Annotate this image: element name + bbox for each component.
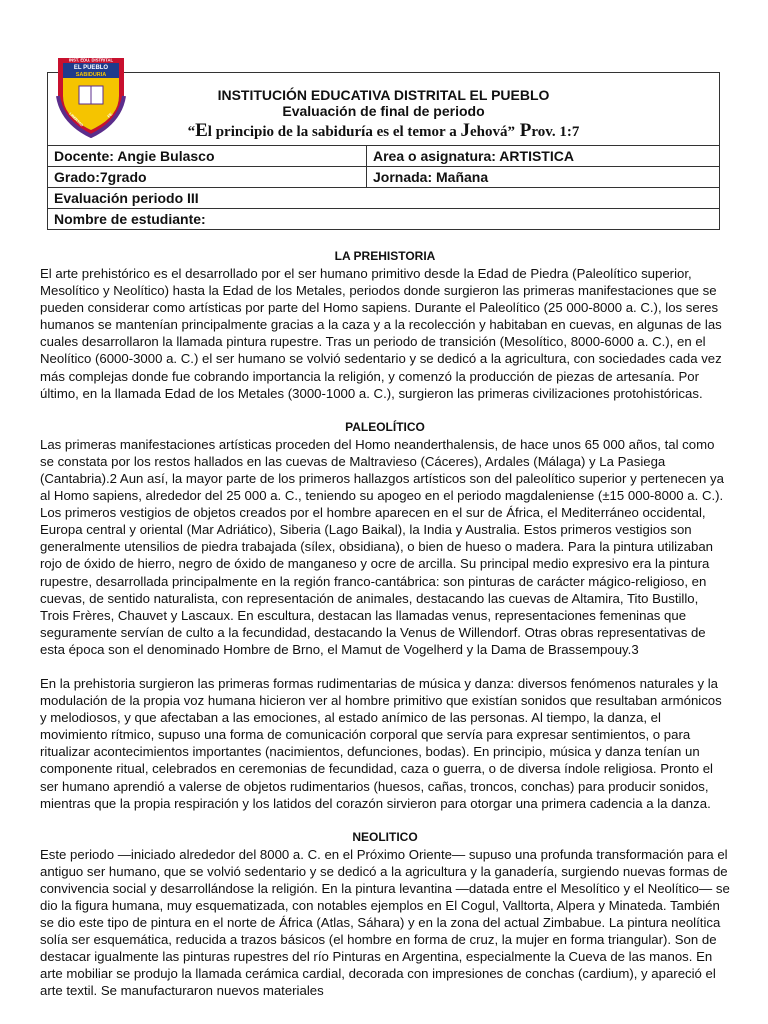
header-table — [47, 72, 720, 230]
teacher-cell: Docente: Angie Bulasco — [48, 146, 367, 167]
school-crest-logo — [52, 52, 130, 138]
heading-prehistoria: LA PREHISTORIA — [334, 249, 436, 263]
paragraph-paleolitico: Las primeras manifestaciones artísticas proceden del Homo neanderthalensis, de hace unos 65 000 años, tal como se constata por los restos hallados en las cuevas de Maltravieso (Cáceres), Ardales (Málaga) y La Pasiega (Cantabria).2 Aun así, la mayor parte de los primeros hallazgos artísticos son del paleolítico superior y pertenecen ya al Homo sapiens, alrededor del 25 000 a. C., teniendo su apogeo en el periodo magdaleniense (±15 000-8000 a. C.). Los primeros vestigios de objetos creados por el hombre aparecen en el sur de África, el Mediterráneo occidental, Europa central y oriental (Mar Adriático), Siberia (Lago Baikal), la India y Australia. Estos primeros vestigios son generalmente utensilios de piedra trabajada (sílex, obsidiana), o bien de hueso o madera. Para la pintura utilizaban rojo de óxido de hierro, negro de óxido de manganeso y ocre de arcilla. Su principal medio expresivo era la pintura rupestre, desarrollada principalmente en la región franco-cantábrica: son pinturas de carácter mágico-religioso, en cuevas, de sentido naturalista, con representación de animales, destacando las cuevas de Altamira, Tito Bustillo, Trois Frères, Chauvet y Lascaux. En escultura, destacan las llamadas venus, representaciones femeninas que seguramente servían de culto a la fecundidad, destacando la Venus de Willendorf. Otras obras representativas de esta época son el denominado Hombre de Brno, el Mamut de Vogelherd y la Dama de Brassempouy.3 — [40, 436, 724, 657]
evaluation-title: Evaluación de final de periodo — [282, 103, 485, 119]
title-block — [48, 87, 719, 140]
heading-paleolitico: PALEOLÍTICO — [345, 419, 425, 434]
crest-word-text: SABIDURIA — [75, 72, 107, 78]
document-body — [40, 248, 730, 1017]
crest-left-word: LIBERTAD — [68, 111, 84, 128]
period-cell: Evaluación periodo III — [48, 188, 720, 209]
crest-top-text: INST. EDU. DISTRITAL — [68, 57, 114, 63]
motto: “El principio de la sabiduría es el temor a Jehová” Prov. 1:7 — [187, 120, 580, 141]
subject-cell: Area o asignatura: ARTISTICA — [367, 146, 720, 167]
paragraph-neolitico: Este periodo —iniciado alrededor del 8000 a. C. en el Próximo Oriente— supuso una profunda transformación para el antiguo ser humano, que se volvió sedentario y se dedicó a la agricultura y la ganadería, surgiendo nuevas formas de convivencia social y desarrollándose la religión. En la pintura levantina —datada entre el Mesolítico y el Neolítico— se dio la figura humana, muy esquematizada, con notables ejemplos en El Cogul, Valltorta, Alpera y Minateda. También se dio este tipo de pintura en el norte de África (Atlas, Sáhara) y en la zona del actual Zimbabue. La pintura neolítica solía ser esquemática, reducida a trazos básicos (el hombre en forma de cruz, la mujer en forma triangular). Son de destacar igualmente las pinturas rupestres del río Pinturas en Argentina, especialmente la Cueva de las manos. En arte mobiliar se produjo la llamada cerámica cardial, decorada con impresiones de conchas (cardium), y apareció el arte textil. Se manufacturaron nuevos materiales — [40, 846, 730, 999]
grade-cell: Grado:7grado — [48, 167, 367, 188]
crest-right-word: FE — [106, 111, 114, 119]
institution-name: INSTITUCIÓN EDUCATIVA DISTRITAL EL PUEBLO — [217, 87, 550, 103]
schedule-cell: Jornada: Mañana — [367, 167, 720, 188]
student-name-cell: Nombre de estudiante: — [48, 209, 720, 230]
paragraph-musica-danza: En la prehistoria surgieron las primeras formas rudimentarias de música y danza: diversos fenómenos naturales y la modulación de la propia voz humana hicieron ver al hombre primitivo que existían sonidos que resultaban armónicos y melodiosos, y que afectaban a las emociones, al estado anímico de las personas. Al tiempo, la danza, el movimiento rítmico, supuso una forma de comunicación corporal que servía para expresar sentimientos, o para ritualizar acontecimientos importantes (nacimientos, defunciones, bodas). En principio, música y danza tenían un componente ritual, celebrados en ceremonias de fecundidad, caza o guerra, o de diversa índole religiosa. Pronto el ser humano aprendió a valerse de objetos rudimentarios (huesos, cañas, troncos, conchas) para producir sonidos, mientras que la propia respiración y los latidos del corazón sirvieron para otorgar una primera cadencia a la danza. — [40, 675, 722, 811]
crest-name-text: EL PUEBLO — [73, 65, 109, 71]
paragraph-prehistoria: El arte prehistórico es el desarrollado por el ser humano primitivo desde la Edad de Piedra (Paleolítico superior, Mesolítico y Neolítico) hasta la Edad de los Metales, periodos donde surgieron las primeras manifestaciones que se pueden considerar como artísticas por parte del Homo sapiens. Durante el Paleolítico (25 000-8000 a. C.), los seres humanos se mantenían principalmente gracias a la caza y a la recolección y habitaban en cuevas, en algunas de las cuales desarrollaron la llamada pintura rupestre. Tras un periodo de transición (Mesolítico, 8000-6000 a. C.), en el Neolítico (6000-3000 a. C.) el ser humano se volvió sedentario y se dedicó a la agricultura, con sociedades cada vez más complejas donde fue cobrando importancia la religión, y comenzó la producción de piezas de artesanía. Por último, en la llamada Edad de los Metales (3000-1000 a. C.), surgieron las primeras civilizaciones protohistóricas. — [40, 266, 722, 401]
title-cell — [48, 73, 720, 146]
heading-neolitico: NEOLITICO — [352, 829, 418, 844]
